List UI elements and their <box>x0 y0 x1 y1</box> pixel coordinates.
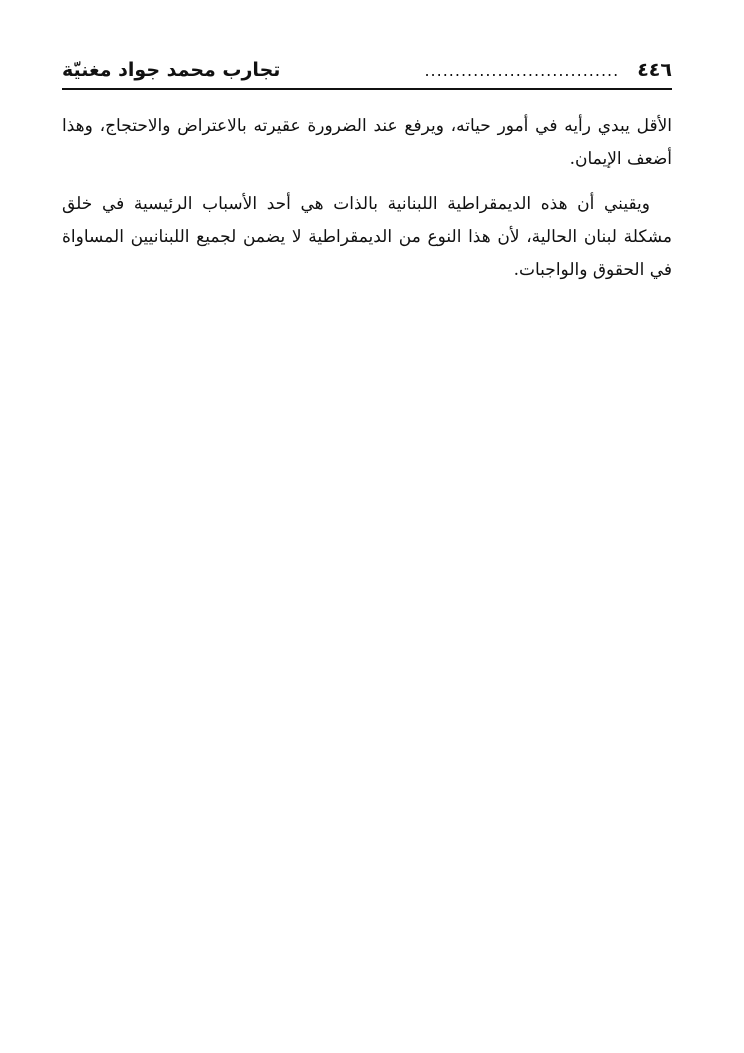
paragraph-2: ويقيني أن هذه الديمقراطية اللبنانية بالذات هي أحد الأسباب الرئيسية في خلق مشكلة لبنان الحالية، لأن هذا النوع من الديمقراطية لا يضمن لجميع اللبنانيين المساواة في الحقوق والواجبات. <box>62 194 672 280</box>
dot-leader: ................................ <box>424 60 620 80</box>
page-number: ٤٤٦ <box>637 59 672 81</box>
book-title: تجارب محمد جواد مغنيّة <box>62 59 281 81</box>
paragraph-1: الأقل يبدي رأيه في أمور حياته، ويرفع عند الضرورة عقيرته بالاعتراض والاحتجاج، وهذا أضعف الإيمان. <box>62 116 672 169</box>
running-header <box>62 56 672 90</box>
body-text <box>62 110 672 299</box>
